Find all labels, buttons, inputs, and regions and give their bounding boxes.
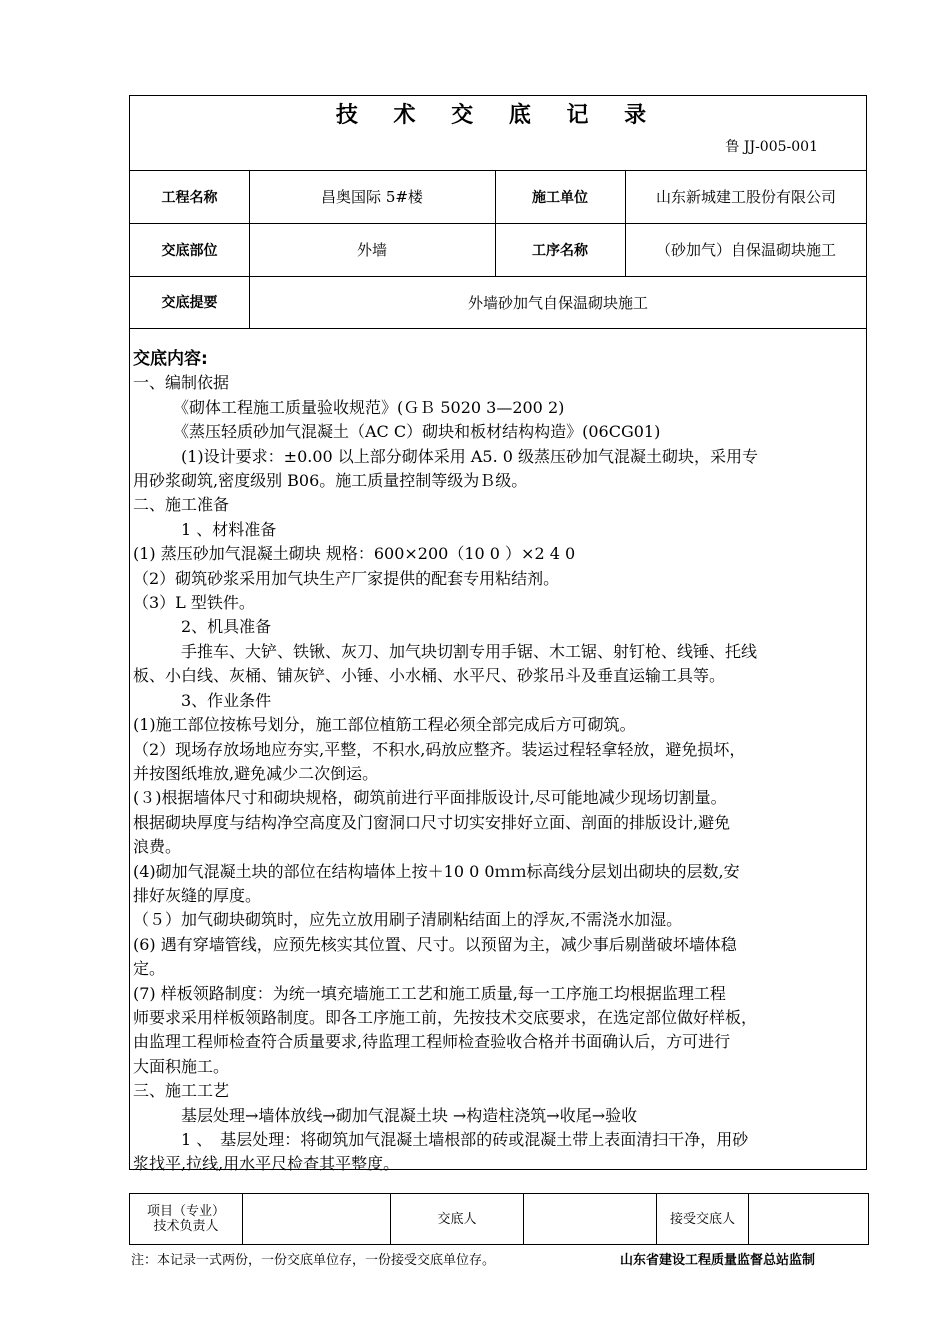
part-value: 外墙 [356,241,387,259]
document-title: 技 术 交 底 记 录 [335,103,661,128]
contractor-label: 施工单位 [532,189,588,206]
content-line: 二、施工准备 [133,495,230,515]
supervisor-note: 山东省建设工程质量监督总站监制 [620,1253,816,1268]
content-line: 排好灰缝的厚度。 [133,885,262,905]
content-line: (1)设计要求：±0.00 以上部分砌体采用 A5. 0 级蒸压砂加气混凝土砌块，采用专 [133,446,759,466]
discloser-label: 交底人 [437,1211,477,1227]
content-line: 《砌体工程施工质量验收规范》(ＧＢ 5020 3—200 2) [133,397,565,417]
summary-value: 外墙砂加气自保温砌块施工 [467,293,648,312]
summary-label: 交底提要 [161,295,218,311]
content-line: 《蒸压轻质砂加气混凝土（AC C）砌块和板材结构构造》(06CG01) [133,422,661,442]
tech-lead-signature-field[interactable] [243,1194,390,1244]
content-line: (4)砌加气混凝土块的部位在结构墙体上按＋10 0 0ｍｍ标高线分层划出砌块的层数,安 [133,861,740,881]
process-value: （砂加气）自保温砌块施工 [655,241,836,259]
content-line: 用砂浆砌筑,密度级别 B06。施工质量控制等级为Ｂ级。 [133,471,528,491]
contractor-value: 山东新城建工股份有限公司 [655,188,836,206]
content-line: （５）加气砌块砌筑时，应先立放用刷子清刷粘结面上的浮灰,不需浇水加湿。 [133,910,683,930]
content-line: 大面积施工。 [133,1056,230,1076]
content-line: (1)施工部位按栋号划分，施工部位植筋工程必须全部完成后方可砌筑。 [133,715,636,735]
content-line: 浪费。 [133,837,182,857]
content-line: 3、作业条件 [133,690,272,710]
content-line: 1 、材料准备 [133,519,277,539]
receiver-signature-field[interactable] [749,1194,867,1244]
content-line: 板、小白线、灰桶、铺灰铲、小锤、小水桶、水平尺、砂浆吊斗及垂直运输工具等。 [133,666,726,686]
content-line: 一、编制依据 [133,373,230,393]
content-heading: 交底内容: [133,349,208,369]
receiver-label: 接受交底人 [669,1211,735,1227]
discloser-signature-field[interactable] [524,1194,656,1244]
content-line: 由监理工程师检查符合质量要求,待监理工程师检查验收合格并书面确认后，方可进行 [133,1032,731,1052]
form-code: 鲁 JJ-005-001 [725,139,818,155]
project-name-value: 昌奥国际 5#楼 [321,188,423,206]
divider [130,328,866,329]
content-line: (7) 样板领路制度：为统一填充墙施工工艺和施工质量,每一工序施工均根据监理工程 [133,983,726,1003]
content-line: (３)根据墙体尺寸和砌块规格，砌筑前进行平面排版设计,尽可能地减少现场切割量。 [133,788,727,808]
content-line: 并按图纸堆放,避免减少二次倒运。 [133,763,379,783]
content-line: (1) 蒸压砂加气混凝土砌块 规格：600×200（10 0 ）×2 4 0 [133,544,576,564]
project-name-label: 工程名称 [161,189,218,206]
content-line: 手推车、大铲、铁锹、灰刀、加气块切割专用手锯、木工锯、射钉枪、线锤、托线 [133,641,758,661]
content-line: 三、施工工艺 [133,1081,230,1101]
content-line: 浆找平,拉线,用水平尺检查其平整度。 [133,1154,400,1174]
content-line: 师要求采用样板领路制度。即各工序施工前，先按技术交底要求，在选定部位做好样板， [133,1007,758,1027]
content-line: 1 、 基层处理：将砌筑加气混凝土墙根部的砖或混凝土带上表面清扫干净，用砂 [133,1130,749,1149]
content-line: 基层处理→墙体放线→砌加气混凝土块 →构造柱浇筑→收尾→验收 [133,1105,638,1125]
content-line: 定。 [133,959,166,979]
tech-lead-label: 项目（专业） 技术负责人 [146,1204,225,1234]
content-line: (6) 遇有穿墙管线，应预先核实其位置、尺寸。以预留为主，减少事后剔凿破坏墙体稳 [133,934,737,954]
disclosure-record-form [129,95,867,1174]
content-line: 2、机具准备 [133,617,272,637]
signature-table [129,1193,869,1245]
disclosure-content [133,347,868,1177]
content-line: （2）现场存放场地应夯实,平整，不积水,码放应整齐。装运过程轻拿轻放，避免损坏， [133,739,746,759]
part-label: 交底部位 [161,242,218,259]
process-label: 工序名称 [532,242,588,259]
content-line: （3）L 型铁件。 [133,593,255,613]
footer-note: 注：本记录一式两份，一份交底单位存，一份接受交底单位存。 [131,1253,496,1268]
content-line: 根据砌块厚度与结构净空高度及门窗洞口尺寸切实安排好立面、剖面的排版设计,避免 [133,812,731,832]
content-line: （2）砌筑砂浆采用加气块生产厂家提供的配套专用粘结剂。 [133,568,560,588]
